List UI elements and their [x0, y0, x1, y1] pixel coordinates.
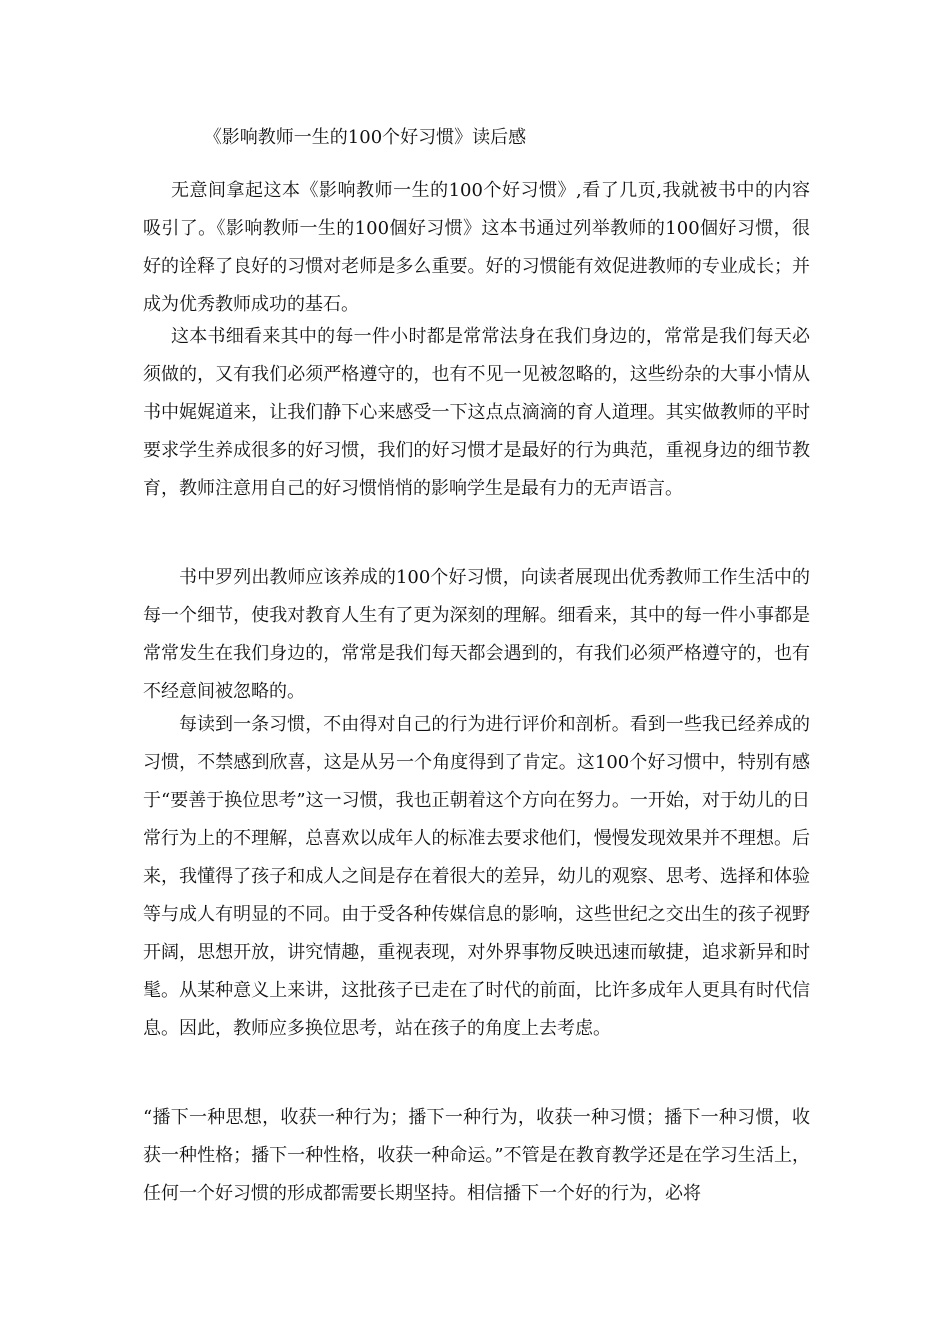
paragraph-3: 书中罗列出教师应该养成的100个好习惯，向读者展现出优秀教师工作生活中的每一个细节，使我对教育人生有了更为深刻的理解。细看来，其中的每一件小事都是常常发生在我们身边的，常常是我们每天都会遇到的，有我们必须严格遵守的，也有不经意间被忽略的。 [143, 567, 810, 702]
paragraph-2: 这本书细看来其中的每一件小时都是常常法身在我们身边的，常常是我们每天必须做的，又有我们必须严格遵守的，也有不见一见被忽略的，这些纷杂的大事小情从书中娓娓道来，让我们静下心来感受一下这点点滴滴的育人道理。其实做教师的平时要求学生养成很多的好习惯，我们的好习惯才是最好的行为典范，重视身边的细节教育，教师注意用自己的好习惯悄悄的影响学生是最有力的无声语言。 [143, 326, 810, 499]
document-title-text: 《影响教师一生的100个好习惯》读后感 [203, 127, 527, 148]
document-title [0, 124, 950, 152]
paragraph-4: 每读到一条习惯，不由得对自己的行为进行评价和剖析。看到一些我已经养成的习惯，不禁感到欣喜，这是从另一个角度得到了肯定。这100个好习惯中，特别有感于“要善于换位思考”这一习惯，我也正朝着这个方向在努力。一开始，对于幼儿的日常行为上的不理解，总喜欢以成年人的标准去要求他们，慢慢发现效果并不理想。后来，我懂得了孩子和成人之间是存在着很大的差异，幼儿的观察、思考、选择和体验等与成人有明显的不同。由于受各种传媒信息的影响，这些世纪之交出生的孩子视野开阔，思想开放，讲究情趣，重视表现，对外界事物反映迅速而敏捷，追求新异和时髦。从某种意义上来讲，这批孩子已走在了时代的前面，比许多成年人更具有时代信息。因此，教师应多换位思考，站在孩子的角度上去考虑。 [143, 714, 810, 1039]
paragraph-5: “播下一种思想，收获一种行为；播下一种行为，收获一种习惯；播下一种习惯，收获一种性格；播下一种性格，收获一种命运。”不管是在教育教学还是在学习生活上，任何一个好习惯的形成都需要长期坚持。相信播下一个好的行为，必将 [143, 1107, 810, 1204]
paragraph-1: 无意间拿起这本《影响教师一生的100个好习惯》,看了几页,我就被书中的内容吸引了。《影响教师一生的100個好习惯》这本书通过列举教师的100個好习惯，很好的诠释了良好的习惯对老师是多么重要。好的习惯能有效促进教师的专业成长；并成为优秀教师成功的基石。 [143, 180, 810, 315]
